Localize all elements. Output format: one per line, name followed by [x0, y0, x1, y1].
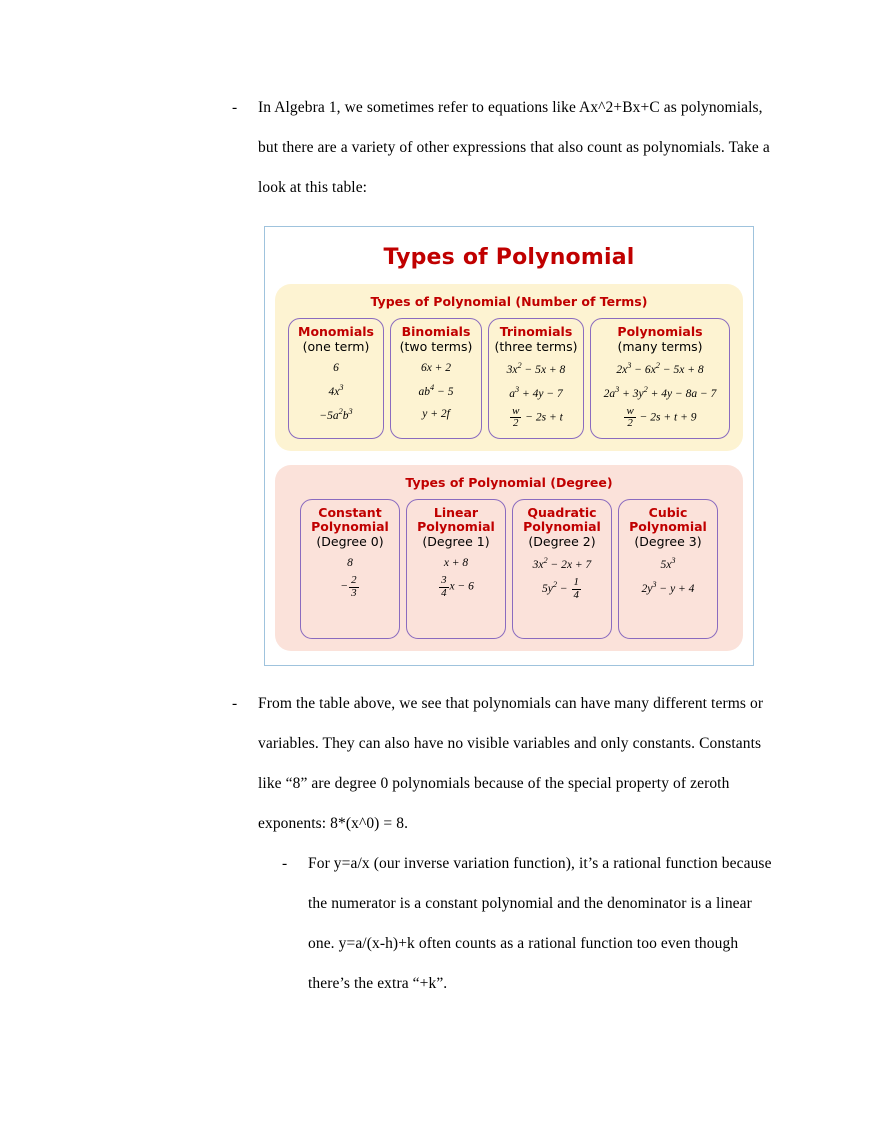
card-subtitle: (two terms)	[399, 339, 473, 355]
example-expression: $3x^2 - 5x + 8$	[506, 361, 566, 377]
card-linear-polynomial	[406, 499, 506, 639]
card-title: Binomials	[401, 324, 471, 339]
example-expression: $\frac{w}{2}$ − 2s + t + 9	[626, 404, 697, 430]
card-subtitle: (Degree 1)	[422, 534, 490, 550]
card-quadratic-polynomial	[512, 499, 612, 639]
card-subtitle: (three terms)	[494, 339, 578, 355]
number-of-terms-heading: Types of Polynomial (Number of Terms)	[370, 294, 648, 309]
example-expression: $2x^3 - 6x^2 - 5x + 8$	[616, 361, 704, 377]
bullet-dash: -	[232, 99, 238, 116]
card-examples	[293, 358, 379, 427]
example-expression: $a^3 + 4y - 7$	[509, 385, 563, 400]
card-subtitle: (Degree 3)	[634, 534, 702, 550]
example-expression: $5x^3$	[660, 556, 676, 572]
paragraph-text: For y=a/x (our inverse variation function), it’s a rational function because the numerator is a constant polynomial and the denominator is a linear one. y=a/(x-h)+k often counts as a rational function too even though there’s the extra “+k”.	[308, 854, 772, 992]
paragraph-text: From the table above, we see that polynomials can have many different terms or variables. They can also have no visible variables and only constants. Constants like “8” are degree 0 polynomials because of the special property of zeroth exponents: 8*(x^0) = 8.	[258, 694, 764, 832]
example-expression: $2a^3 + 3y^2 + 4y - 8a - 7$	[603, 385, 717, 400]
figure-container	[264, 226, 754, 666]
paragraph-3	[282, 844, 782, 1004]
bullet-dash: -	[232, 694, 238, 712]
card-examples	[411, 553, 501, 599]
example-expression: 8	[347, 557, 353, 570]
card-title: Trinomials	[499, 324, 573, 339]
card-subtitle: (many terms)	[617, 339, 703, 355]
card-title: Constant Polynomial	[311, 504, 389, 534]
example-expression: $3x^2 - 2x + 7$	[532, 556, 592, 572]
card-examples	[595, 358, 725, 429]
card-title: Quadratic Polynomial	[523, 504, 601, 534]
degree-panel	[275, 465, 743, 651]
card-subtitle: (Degree 0)	[316, 534, 384, 550]
example-expression: $\frac{w}{2}$ − 2s + t	[512, 404, 563, 430]
paragraph-2	[232, 684, 772, 844]
example-expression: $-5a^2b^3$	[319, 406, 353, 422]
example-expression: − $\frac{2}{3}$	[340, 574, 357, 599]
bullet-dash: -	[282, 854, 288, 872]
card-trinomials	[488, 318, 584, 439]
example-expression: 6	[333, 362, 339, 375]
card-examples	[493, 358, 579, 429]
example-expression: $\frac{3}{4}$ x − 6	[441, 574, 474, 599]
degree-cards	[283, 499, 735, 639]
example-expression: x + 8	[443, 557, 469, 570]
card-subtitle: (Degree 2)	[528, 534, 596, 550]
example-expression: y + 2f	[422, 407, 450, 420]
card-title: Linear Polynomial	[417, 504, 495, 534]
card-title: Monomials	[298, 324, 374, 339]
example-expression: $2y^3 - y + 4$	[641, 580, 695, 595]
number-of-terms-cards	[283, 318, 735, 439]
card-examples	[517, 553, 607, 601]
card-cubic-polynomial	[618, 499, 718, 639]
card-binomials	[390, 318, 482, 439]
card-examples	[623, 553, 713, 600]
paragraph-text: In Algebra 1, we sometimes refer to equations like Ax^2+Bx+C as polynomials, but there are a variety of other expressions that also count as polynomials. Take a look at this table:	[258, 99, 770, 196]
card-examples	[395, 358, 477, 425]
card-monomials	[288, 318, 384, 439]
types-of-polynomial-figure	[264, 226, 754, 666]
paragraph-1	[232, 88, 772, 208]
card-constant-polynomial	[300, 499, 400, 639]
card-title: Polynomials	[617, 324, 703, 339]
example-expression: $4x^3$	[328, 383, 344, 399]
example-expression: $ab^4 - 5$	[418, 383, 454, 399]
card-subtitle: (one term)	[302, 339, 370, 355]
top-margin	[0, 0, 880, 88]
card-polynomials	[590, 318, 730, 439]
card-examples	[305, 553, 395, 599]
example-expression: $5y^2$ − $\frac{1}{4}$	[542, 576, 579, 601]
figure-title: Types of Polynomial	[383, 245, 635, 270]
number-of-terms-panel	[275, 284, 743, 451]
example-expression: 6x + 2	[420, 362, 452, 375]
card-title: Cubic Polynomial	[629, 504, 707, 534]
degree-heading: Types of Polynomial (Degree)	[405, 474, 613, 490]
